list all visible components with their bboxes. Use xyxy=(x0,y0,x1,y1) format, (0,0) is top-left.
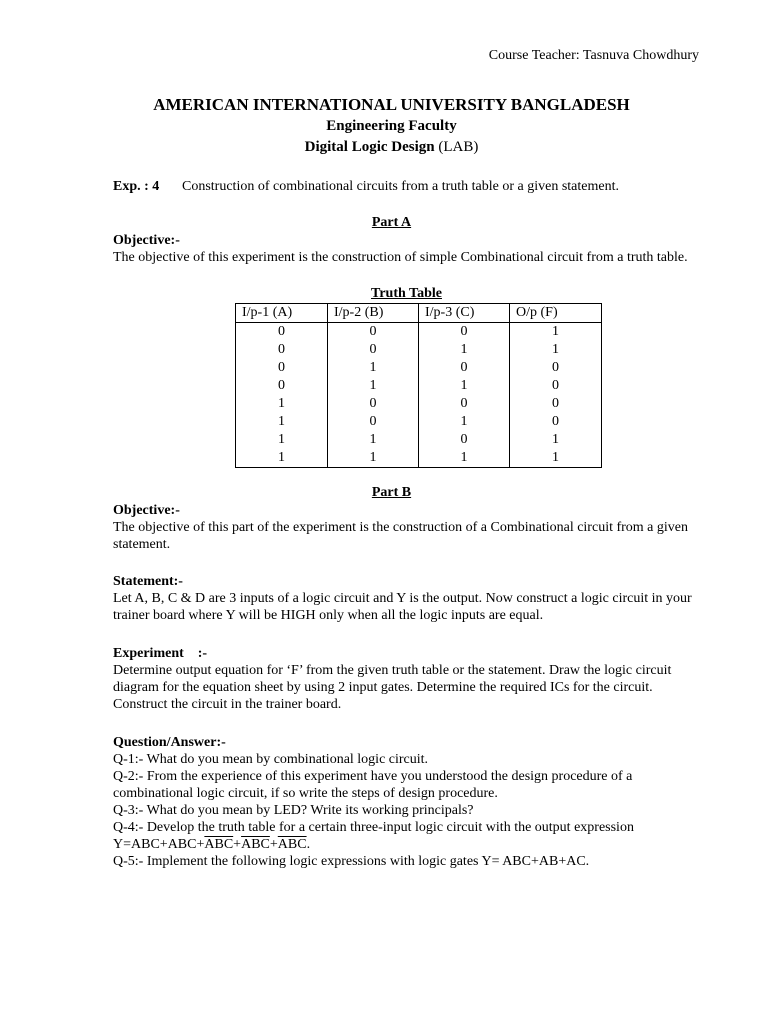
truth-table-cell: 0 xyxy=(328,323,419,342)
truth-table-cell: 1 xyxy=(328,359,419,377)
truth-table-cell: 1 xyxy=(236,431,328,449)
expr-term-3: $\overline{ABC}$ xyxy=(204,837,234,852)
experiment-section-label: Experiment :- xyxy=(113,646,208,661)
truth-table-cell: 0 xyxy=(328,413,419,431)
question-5: Q-5:- Implement the following logic expressions with logic gates Y= ABC+AB+AC. xyxy=(113,854,590,869)
truth-table-cell: 1 xyxy=(328,377,419,395)
experiment-label: Exp. : 4 xyxy=(113,179,160,194)
course-name: Digital Logic Design xyxy=(304,139,435,155)
truth-table-cell: 0 xyxy=(510,359,602,377)
expr-prefix: Y=ABC+ABC+ xyxy=(113,837,205,852)
truth-table-cell: 0 xyxy=(328,395,419,413)
truth-table-row xyxy=(236,377,602,395)
truth-table-cell: 0 xyxy=(236,323,328,342)
column-header: O/p (F) xyxy=(510,304,602,323)
part-b-objective-text: The objective of this part of the experiment is the construction of a Combinational circuit from a given statement. xyxy=(113,520,688,552)
truth-table-cell: 0 xyxy=(510,395,602,413)
truth-table-cell: 0 xyxy=(236,359,328,377)
expr-term-4: $\overline{ABC}$ xyxy=(241,837,270,852)
statement-text: Let A, B, C & D are 3 inputs of a logic circuit and Y is the output. Now construct a logic circuit in your trainer board where Y will be HIGH only when all the logic inputs are equal. xyxy=(113,591,692,623)
column-header: I/p-1 (A) xyxy=(236,304,328,323)
question-answer-section xyxy=(113,734,703,870)
truth-table-cell: 1 xyxy=(236,413,328,431)
truth-table-cell: 0 xyxy=(419,431,510,449)
truth-table-cell: 1 xyxy=(236,395,328,413)
truth-table-cell: 0 xyxy=(510,413,602,431)
part-b-objective xyxy=(113,502,703,553)
part-a-objective xyxy=(113,232,703,266)
column-header: I/p-2 (B) xyxy=(328,304,419,323)
truth-table-cell: 1 xyxy=(510,449,602,468)
question-4: Q-4:- Develop the truth table for a certain three-input logic circuit with the output expression xyxy=(113,820,634,835)
truth-table-row xyxy=(236,323,602,342)
experiment-section-text: Determine output equation for ‘F’ from the given truth table or the statement. Draw the logic circuit diagram for the equation sheet by using 2 input gates. Determine the required ICs for the circuit. Construct the circuit in the trainer board. xyxy=(113,663,672,712)
truth-table-cell: 1 xyxy=(328,431,419,449)
truth-table-header-row xyxy=(236,304,602,323)
part-b-objective-label: Objective:- xyxy=(113,503,180,518)
truth-table-row xyxy=(236,341,602,359)
column-header: I/p-3 (C) xyxy=(419,304,510,323)
faculty-title: Engineering Faculty xyxy=(326,118,457,134)
part-a-objective-label: Objective:- xyxy=(113,233,180,248)
experiment-section xyxy=(113,645,703,713)
truth-table-row xyxy=(236,413,602,431)
truth-table-cell: 1 xyxy=(328,449,419,468)
truth-table-row xyxy=(236,449,602,468)
expr-plus-2: + xyxy=(269,837,278,852)
question-4-expression xyxy=(113,836,703,853)
statement-label: Statement:- xyxy=(113,574,183,589)
truth-table-cell: 1 xyxy=(419,449,510,468)
truth-table-cell: 0 xyxy=(328,341,419,359)
truth-table-cell: 1 xyxy=(510,431,602,449)
truth-table-cell: 1 xyxy=(419,341,510,359)
expr-term-5: $\overline{ABC}$ xyxy=(277,837,307,852)
question-2: Q-2:- From the experience of this experiment have you understood the design procedure of a combinational logic circuit, if so write the steps of design procedure. xyxy=(113,769,633,801)
truth-table-cell: 1 xyxy=(236,449,328,468)
part-a-heading: Part A xyxy=(371,215,412,230)
part-a-objective-text: The objective of this experiment is the construction of simple Combinational circuit from a truth table. xyxy=(113,250,688,265)
truth-table-row xyxy=(236,395,602,413)
truth-table-cell: 1 xyxy=(419,413,510,431)
truth-table-title: Truth Table xyxy=(371,286,442,301)
expr-plus-1: + xyxy=(233,837,242,852)
truth-table-cell: 0 xyxy=(236,341,328,359)
experiment-title: Construction of combinational circuits from a truth table or a given statement. xyxy=(182,179,619,194)
truth-table-cell: 1 xyxy=(510,323,602,342)
question-3: Q-3:- What do you mean by LED? Write its working principals? xyxy=(113,803,474,818)
truth-table xyxy=(235,303,602,468)
experiment-line xyxy=(113,178,619,195)
truth-table-cell: 0 xyxy=(419,323,510,342)
course-lab: (LAB) xyxy=(434,139,479,155)
statement-section xyxy=(113,573,703,624)
truth-table-cell: 0 xyxy=(419,395,510,413)
truth-table-cell: 1 xyxy=(419,377,510,395)
question-1: Q-1:- What do you mean by combinational logic circuit. xyxy=(113,752,429,767)
qa-label: Question/Answer:- xyxy=(113,735,226,750)
truth-table-row xyxy=(236,359,602,377)
truth-table-cell: 1 xyxy=(510,341,602,359)
part-b-heading: Part B xyxy=(371,485,412,500)
truth-table-cell: 0 xyxy=(510,377,602,395)
expr-suffix: . xyxy=(306,837,311,852)
truth-table-row xyxy=(236,431,602,449)
course-title xyxy=(0,138,768,156)
truth-table-cell: 0 xyxy=(236,377,328,395)
university-title: AMERICAN INTERNATIONAL UNIVERSITY BANGLADESH xyxy=(153,95,630,114)
course-teacher: Course Teacher: Tasnuva Chowdhury xyxy=(488,48,699,63)
truth-table-cell: 0 xyxy=(419,359,510,377)
